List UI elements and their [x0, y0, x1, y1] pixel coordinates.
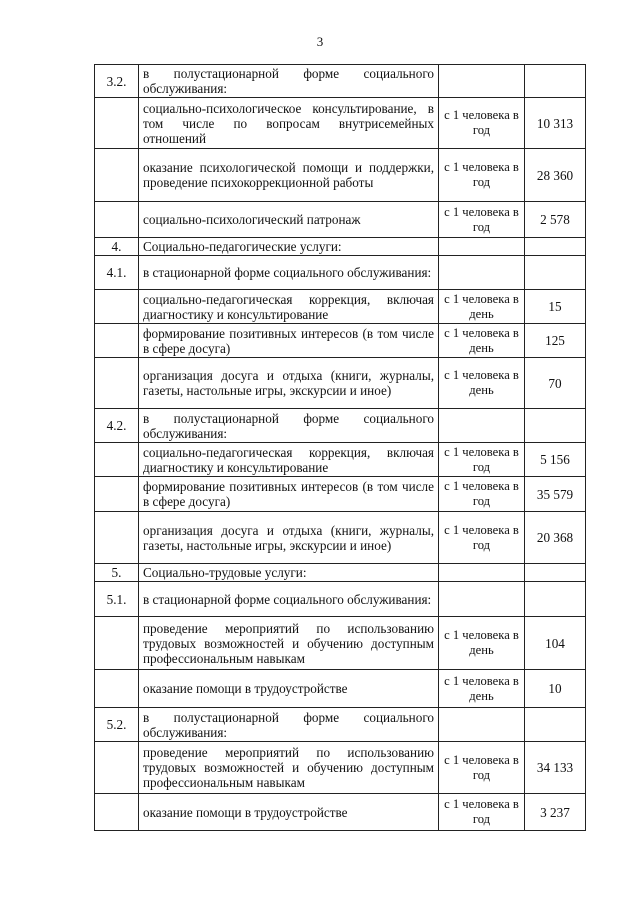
value-cell: [525, 582, 586, 617]
row-number-cell: [95, 742, 139, 794]
subsection-row: [95, 409, 586, 443]
value-cell: 20 368: [525, 512, 586, 564]
row-number-cell: [95, 617, 139, 670]
unit-cell: [439, 65, 525, 98]
value-cell: 70: [525, 358, 586, 409]
row-number-cell: 4.1.: [95, 256, 139, 290]
unit-cell: [439, 564, 525, 582]
category-row: [95, 238, 586, 256]
unit-cell: с 1 человека в день: [439, 670, 525, 708]
table-row: [95, 324, 586, 358]
value-cell: 28 360: [525, 149, 586, 202]
service-name-cell: социально-психологическое консультирование, в том числе по вопросам внутрисемейных отношений: [139, 98, 439, 149]
table-row: [95, 617, 586, 670]
unit-cell: с 1 человека в год: [439, 98, 525, 149]
row-number-cell: [95, 512, 139, 564]
table-row: [95, 358, 586, 409]
value-cell: [525, 256, 586, 290]
service-name-cell: социально-педагогическая коррекция, включая диагностику и консультирование: [139, 290, 439, 324]
page-number: 3: [316, 34, 324, 49]
unit-cell: с 1 человека в год: [439, 149, 525, 202]
row-number-cell: [95, 290, 139, 324]
subsection-row: [95, 582, 586, 617]
value-cell: [525, 65, 586, 98]
service-name-cell: оказание помощи в трудоустройстве: [139, 794, 439, 831]
unit-cell: с 1 человека в день: [439, 324, 525, 358]
value-cell: 34 133: [525, 742, 586, 794]
unit-cell: [439, 409, 525, 443]
table-row: [95, 149, 586, 202]
value-cell: [525, 238, 586, 256]
unit-cell: [439, 708, 525, 742]
category-title-cell: Социально-трудовые услуги:: [139, 564, 439, 582]
unit-cell: [439, 256, 525, 290]
value-cell: 10 313: [525, 98, 586, 149]
value-cell: 104: [525, 617, 586, 670]
service-name-cell: организация досуга и отдыха (книги, журналы, газеты, настольные игры, экскурсии и иное): [139, 358, 439, 409]
table-row: [95, 512, 586, 564]
value-cell: [525, 564, 586, 582]
unit-cell: с 1 человека в год: [439, 477, 525, 512]
unit-cell: с 1 человека в год: [439, 512, 525, 564]
unit-cell: с 1 человека в год: [439, 443, 525, 477]
unit-cell: с 1 человека в год: [439, 794, 525, 831]
subsection-row: [95, 65, 586, 98]
unit-cell: с 1 человека в год: [439, 202, 525, 238]
unit-cell: с 1 человека в день: [439, 290, 525, 324]
row-number-cell: [95, 670, 139, 708]
service-name-cell: оказание психологической помощи и поддержки, проведение психокоррекционной работы: [139, 149, 439, 202]
value-cell: [525, 708, 586, 742]
services-tariff-table: [94, 64, 586, 831]
row-number-cell: 4.: [95, 238, 139, 256]
table-body: [95, 65, 586, 831]
value-cell: 125: [525, 324, 586, 358]
unit-cell: с 1 человека в день: [439, 358, 525, 409]
unit-cell: [439, 238, 525, 256]
table-row: [95, 794, 586, 831]
table-row: [95, 443, 586, 477]
category-row: [95, 564, 586, 582]
subsection-title-cell: в полустационарной форме социального обслуживания:: [139, 409, 439, 443]
table-row: [95, 290, 586, 324]
row-number-cell: [95, 358, 139, 409]
row-number-cell: [95, 149, 139, 202]
subsection-title-cell: в стационарной форме социального обслуживания:: [139, 256, 439, 290]
row-number-cell: [95, 443, 139, 477]
table-row: [95, 477, 586, 512]
value-cell: 10: [525, 670, 586, 708]
subsection-title-cell: в стационарной форме социального обслуживания:: [139, 582, 439, 617]
value-cell: 3 237: [525, 794, 586, 831]
row-number-cell: 5.1.: [95, 582, 139, 617]
category-title-cell: Социально-педагогические услуги:: [139, 238, 439, 256]
row-number-cell: [95, 477, 139, 512]
service-name-cell: формирование позитивных интересов (в том числе в сфере досуга): [139, 477, 439, 512]
row-number-cell: 5.2.: [95, 708, 139, 742]
unit-cell: с 1 человека в день: [439, 617, 525, 670]
value-cell: 35 579: [525, 477, 586, 512]
service-name-cell: организация досуга и отдыха (книги, журналы, газеты, настольные игры, экскурсии и иное): [139, 512, 439, 564]
row-number-cell: 5.: [95, 564, 139, 582]
subsection-title-cell: в полустационарной форме социального обслуживания:: [139, 65, 439, 98]
value-cell: 15: [525, 290, 586, 324]
value-cell: 2 578: [525, 202, 586, 238]
service-name-cell: проведение мероприятий по использованию трудовых возможностей и обучению доступным профессиональным навыкам: [139, 617, 439, 670]
table-row: [95, 202, 586, 238]
unit-cell: [439, 582, 525, 617]
table-row: [95, 670, 586, 708]
row-number-cell: [95, 794, 139, 831]
unit-cell: с 1 человека в год: [439, 742, 525, 794]
subsection-row: [95, 256, 586, 290]
row-number-cell: [95, 202, 139, 238]
row-number-cell: [95, 324, 139, 358]
service-name-cell: социально-педагогическая коррекция, включая диагностику и консультирование: [139, 443, 439, 477]
service-name-cell: оказание помощи в трудоустройстве: [139, 670, 439, 708]
service-name-cell: проведение мероприятий по использованию трудовых возможностей и обучению доступным профессиональным навыкам: [139, 742, 439, 794]
subsection-row: [95, 708, 586, 742]
subsection-title-cell: в полустационарной форме социального обслуживания:: [139, 708, 439, 742]
service-name-cell: социально-психологический патронаж: [139, 202, 439, 238]
row-number-cell: [95, 98, 139, 149]
table-row: [95, 742, 586, 794]
row-number-cell: 3.2.: [95, 65, 139, 98]
row-number-cell: 4.2.: [95, 409, 139, 443]
table-row: [95, 98, 586, 149]
service-name-cell: формирование позитивных интересов (в том числе в сфере досуга): [139, 324, 439, 358]
value-cell: [525, 409, 586, 443]
value-cell: 5 156: [525, 443, 586, 477]
